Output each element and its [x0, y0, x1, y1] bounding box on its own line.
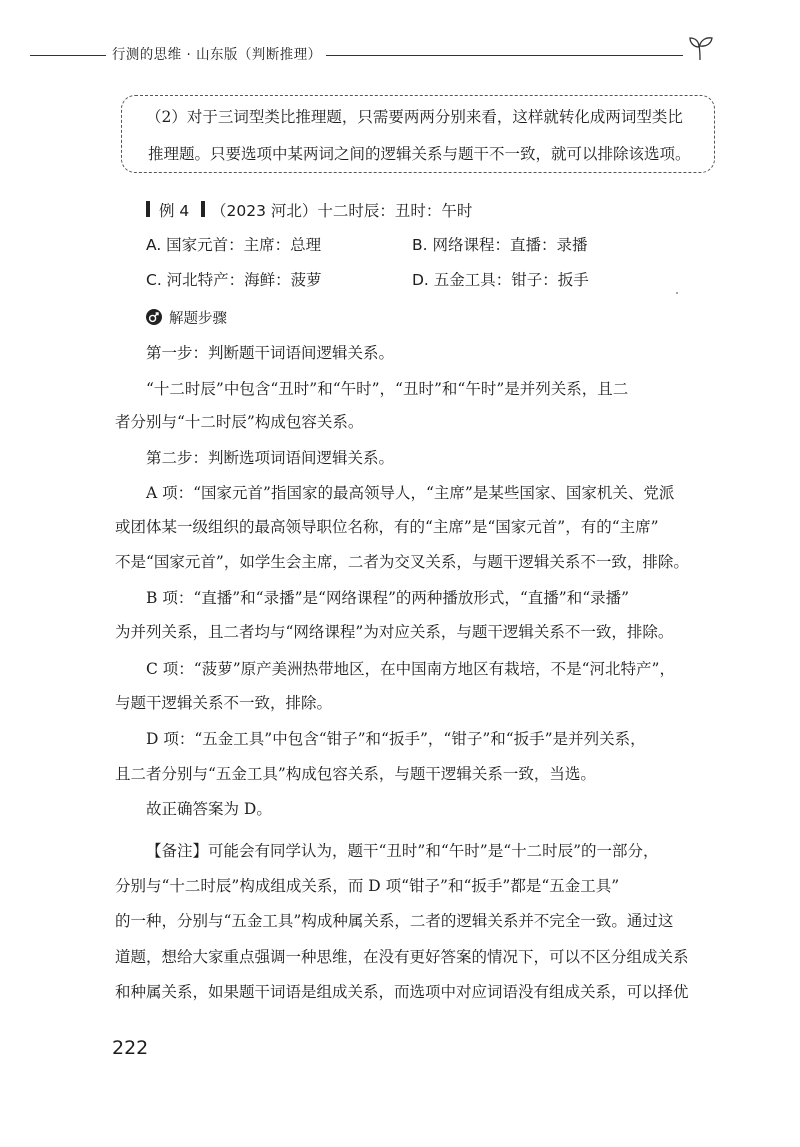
- steps-line: 或团体某一级组织的最高领导职位名称，有的“主席”是“国家元首”，有的“主席”: [115, 518, 659, 536]
- steps-line: 第一步：判断题干词语间逻辑关系。: [146, 344, 395, 362]
- steps-title: 解题步骤: [169, 311, 227, 327]
- header-rule-right: [326, 55, 683, 56]
- steps-icon: [146, 309, 162, 325]
- steps-line: “十二时辰”中包含“丑时”和“午时”，“丑时”和“午时”是并列关系，且二: [146, 380, 629, 398]
- running-header-title: 行测的思维 · 山东版（判断推理）: [112, 47, 322, 63]
- steps-line: 与题干逻辑关系不一致，排除。: [115, 694, 333, 712]
- steps-line: 第二步：判断选项词语间逻辑关系。: [146, 449, 395, 467]
- steps-line: C 项：“菠萝”原产美洲热带地区，在中国南方地区有栽培，不是“河北特产”，: [146, 660, 675, 678]
- steps-line: A 项：“国家元首”指国家的最高领导人，“主席”是某些国家、国家机关、党派: [146, 484, 675, 502]
- steps-line: 且二者分别与“五金工具”构成包容关系，与题干逻辑关系一致，当选。: [115, 765, 596, 783]
- sprout-icon: [683, 30, 717, 64]
- example-question: （2023 河北）十二时辰：丑时：午时: [211, 202, 473, 220]
- callout-line-2: 推理题。只要选项中某两词之间的逻辑关系与题干不一致，就可以排除该选项。: [148, 145, 691, 163]
- option-b: B. 网络课程：直播：录播: [412, 236, 588, 254]
- note-line: 和种属关系，如果题干词语是组成关系，而选项中对应词语没有组成关系，可以择优: [115, 983, 689, 1001]
- steps-line: 者分别与“十二时辰”构成包容关系。: [115, 413, 364, 431]
- steps-line: 不是“国家元首”，如学生会主席，二者为交叉关系，与题干逻辑关系不一致，排除。: [115, 553, 689, 571]
- example-bar-left: [146, 201, 150, 217]
- steps-line: 故正确答案为 D。: [146, 800, 272, 818]
- note-line: 【备注】可能会有同学认为，题干“丑时”和“午时”是“十二时辰”的一部分，: [146, 842, 659, 860]
- callout-line-1: （2）对于三词型类比推理题，只需要两两分别来看，这样就转化成两词型类比: [146, 108, 683, 126]
- steps-line: D 项：“五金工具”中包含“钳子”和“扳手”，“钳子”和“扳手”是并列关系，: [146, 730, 646, 748]
- note-line: 分别与“十二时辰”构成组成关系，而 D 项“钳子”和“扳手”都是“五金工具”: [115, 877, 620, 895]
- option-c: C. 河北特产：海鲜：菠萝: [146, 271, 322, 289]
- header-rule-left: [30, 55, 106, 56]
- note-line: 的一种，分别与“五金工具”构成种属关系，二者的逻辑关系并不完全一致。通过这: [115, 912, 674, 930]
- steps-line: 为并列关系，且二者均与“网络课程”为对应关系，与题干逻辑关系不一致，排除。: [115, 623, 674, 641]
- example-bar-right: [201, 201, 205, 217]
- option-a: A. 国家元首：主席：总理: [146, 236, 322, 254]
- option-d: D. 五金工具：钳子：扳手: [412, 271, 589, 289]
- speck: [676, 292, 678, 294]
- example-label: 例 4: [159, 202, 190, 220]
- steps-line: B 项：“直播”和“录播”是“网络课程”的两种播放形式，“直播”和“录播”: [146, 589, 630, 607]
- note-line: 道题，想给大家重点强调一种思维，在没有更好答案的情况下，可以不区分组成关系: [115, 948, 689, 966]
- page-number: 222: [112, 1037, 149, 1059]
